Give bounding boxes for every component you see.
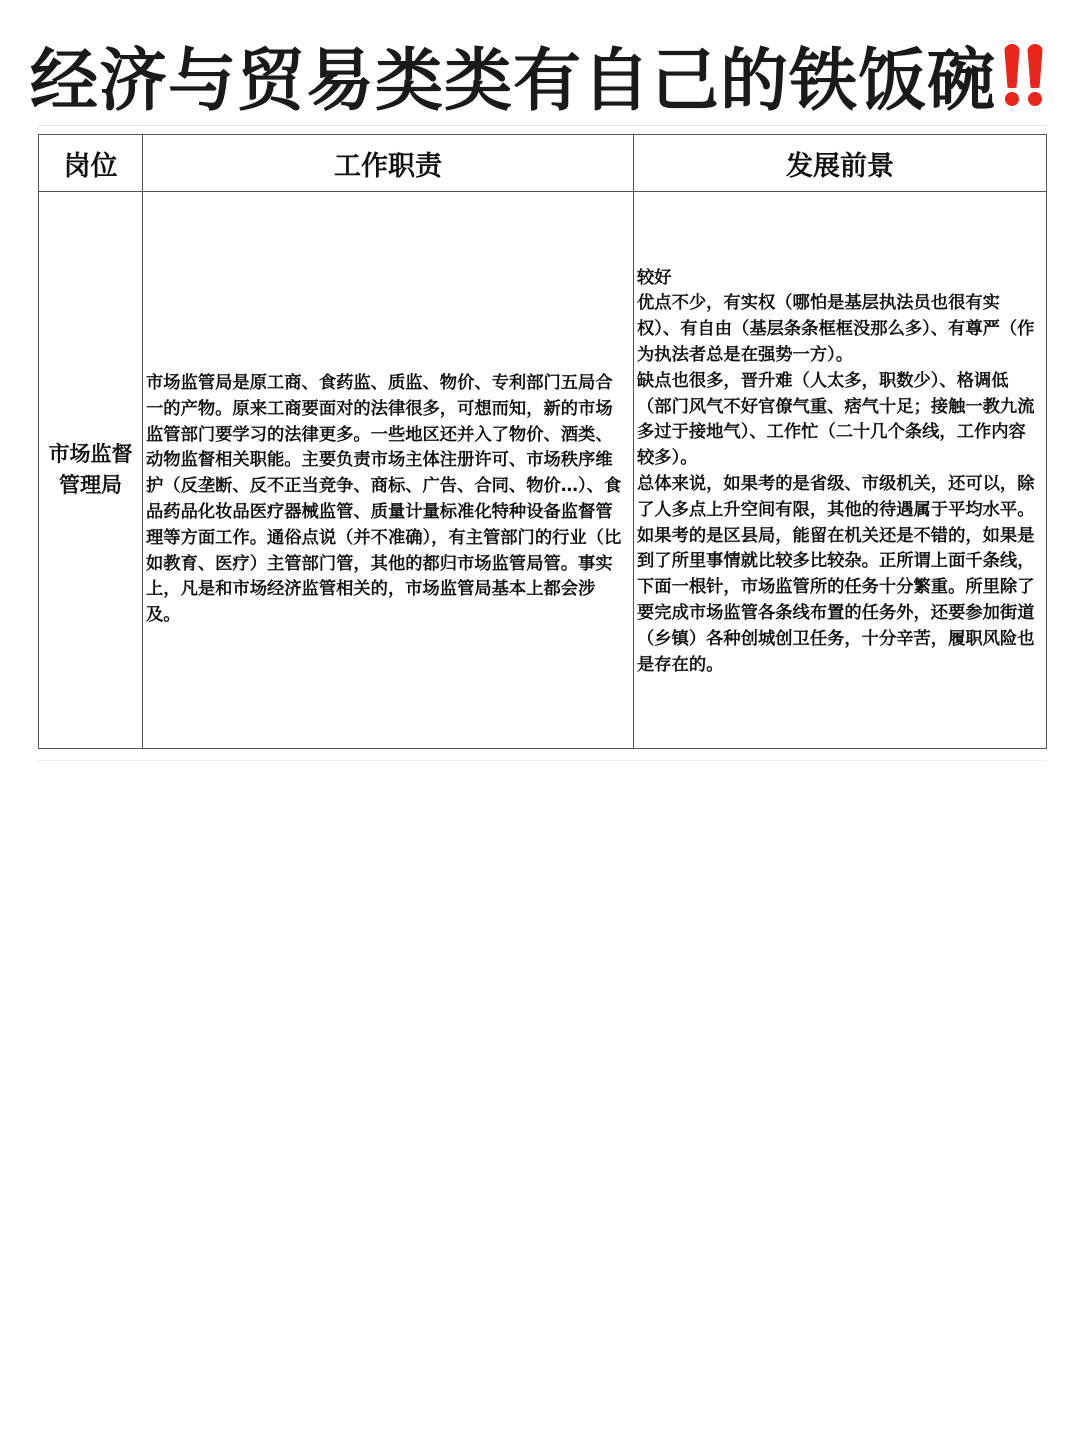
prospects-rating: 较好 <box>637 267 672 288</box>
exclamation-mark-icon <box>1025 44 1045 106</box>
page-title-text: 经济与贸易类类有自己的铁饭碗 <box>30 41 997 121</box>
header-prospects: 发展前景 <box>634 135 1047 192</box>
table-header-row <box>39 135 1047 192</box>
duties-cell <box>143 192 634 749</box>
table-row <box>39 192 1047 749</box>
prospects-summary: 总体来说，如果考的是省级、市级机关，还可以，除了人多点上升空间有限，其他的待遇属于平均水平。如果考的是区县局，能留在机关还是不错的，如果是到了所里事情就比较多比较杂。正所谓上面千条线，下面一根针，市场监管所的任务十分繁重。所里除了要完成市场监管各条线布置的任务外，还要参加街道（乡镇）各种创城创卫任务，十分辛苦，履职风险也是存在的。 <box>637 474 1035 675</box>
double-exclamation-icon <box>1002 44 1045 106</box>
position-cell <box>39 192 143 749</box>
prospects-advantages: 优点不少，有实权（哪怕是基层执法员也很有实权）、有自由（基层条条框框没那么多）、有尊严（作为执法者总是在强势一方）。 <box>637 293 1035 366</box>
prospects-text <box>634 266 1046 679</box>
divider <box>38 125 1046 126</box>
position-name: 市场监督管理局 <box>48 442 133 497</box>
divider <box>38 760 1046 761</box>
header-duties: 工作职责 <box>143 135 634 192</box>
duties-text: 市场监管局是原工商、食药监、质监、物价、专利部门五局合一的产物。原来工商要面对的法律很多，可想而知，新的市场监管部门要学习的法律更多。一些地区还并入了物价、酒类、动物监督相关职能。主要负责市场主体注册许可、市场秩序维护（反垄断、反不正当竞争、商标、广告、合同、物价…）、食品药品化妆品医疗器械监管、质量计量标准化特种设备监督管理等方面工作。通俗点说（并不准确），有主管部门的行业（比如教育、医疗）主管部门管，其他的都归市场监管局管。事实上，凡是和市场经济监管相关的，市场监管局基本上都会涉及。 <box>146 373 622 626</box>
career-table <box>38 134 1047 749</box>
page-title <box>30 30 1070 120</box>
exclamation-mark-icon <box>1002 44 1022 106</box>
header-position: 岗位 <box>39 135 143 192</box>
prospects-cell <box>634 192 1047 749</box>
prospects-disadvantages: 缺点也很多，晋升难（人太多，职数少）、格调低（部门风气不好官僚气重、痞气十足；接触一教九流多过于接地气）、工作忙（二十几个条线，工作内容较多）。 <box>637 370 1035 469</box>
